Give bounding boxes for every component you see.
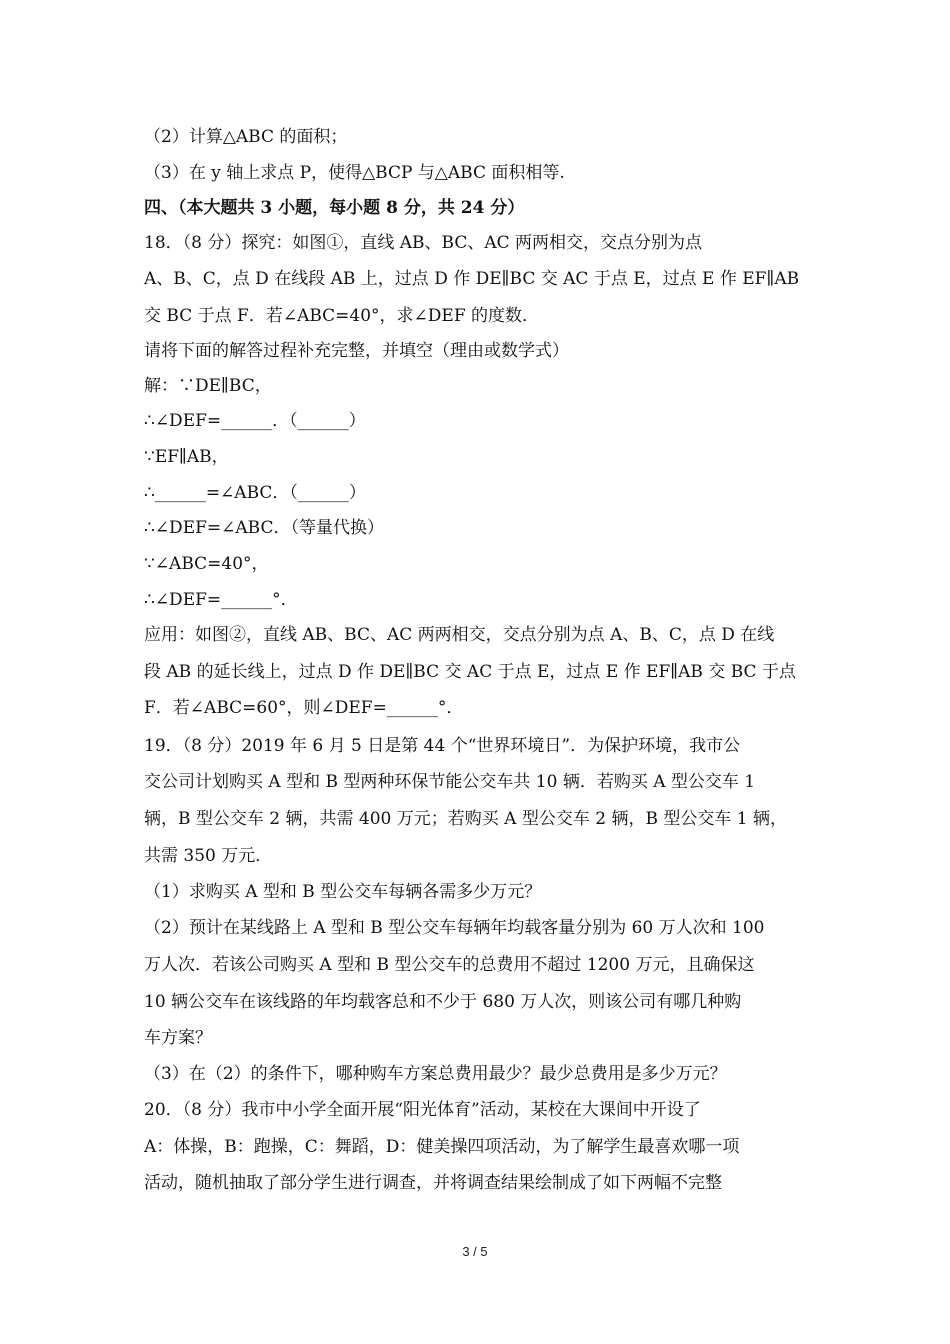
text-line-solution-3: ∵EF∥AB， [144, 447, 229, 467]
text-line-solution-1: 解：∵DE∥BC， [144, 376, 272, 396]
text-line-20-c: 活动，随机抽取了部分学生进行调查，并将调查结果绘制成了如下两幅不完整 [144, 1173, 722, 1193]
text-line-19-q2-c: 10 辆公交车在该线路的年均载客总和不少于 680 万人次，则该公司有哪几种购 [144, 992, 742, 1012]
text-line-application-3: F．若∠ABC=60°，则∠DEF=______°． [144, 698, 464, 718]
text-line-q2-area: （2）计算△ABC 的面积； [144, 127, 348, 147]
text-line-19-b: 交公司计划购买 A 型和 B 型两种环保节能公交车共 10 辆．若购买 A 型公交车 1 [144, 772, 756, 792]
text-line-18-intro: 18．（8 分）探究：如图①，直线 AB、BC、AC 两两相交，交点分别为点 [144, 233, 703, 253]
text-line-19-q2-a: （2）预计在某线路上 A 型和 B 型公交车每辆年均载客量分别为 60 万人次和 100 [144, 918, 765, 938]
text-line-solution-4: ∴______=∠ABC．（______） [144, 483, 366, 503]
text-line-q3-point-p: （3）在 y 轴上求点 P，使得△BCP 与△ABC 面积相等. [144, 163, 565, 183]
text-line-19-q2-d: 车方案？ [144, 1028, 212, 1048]
text-line-18-b: A、B、C，点 D 在线段 AB 上，过点 D 作 DE∥BC 交 AC 于点 E，过点 E 作 EF∥AB [144, 269, 800, 289]
text-line-19-q3: （3）在（2）的条件下，哪种购车方案总费用最少？最少总费用是多少万元？ [144, 1064, 727, 1084]
text-line-solution-7: ∴∠DEF=______°． [144, 590, 298, 610]
text-line-application-1: 应用：如图②，直线 AB、BC、AC 两两相交，交点分别为点 A、B、C，点 D 在线 [144, 625, 775, 645]
text-line-solution-5: ∴∠DEF=∠ABC．（等量代换） [144, 518, 384, 538]
text-line-solution-2: ∴∠DEF=______．（______） [144, 411, 366, 431]
text-line-19-d: 共需 350 万元． [144, 846, 273, 866]
text-line-instruction: 请将下面的解答过程补充完整，并填空（理由或数学式） [144, 341, 569, 361]
text-line-solution-6: ∵∠ABC=40°， [144, 554, 269, 574]
text-line-application-2: 段 AB 的延长线上，过点 D 作 DE∥BC 交 AC 于点 E，过点 E 作 EF∥AB 交 BC 于点 [144, 662, 796, 682]
text-line-19-q1: （1）求购买 A 型和 B 型公交车每辆各需多少万元？ [144, 882, 542, 902]
section-heading-four: 四、（本大题共 3 小题，每小题 8 分，共 24 分） [144, 198, 525, 218]
text-line-20-a: 20．（8 分）我市中小学全面开展“阳光体育”活动，某校在大课间中开设了 [144, 1100, 701, 1120]
text-line-19-a: 19．（8 分）2019 年 6 月 5 日是第 44 个“世界环境日”．为保护环境，我市公 [144, 736, 741, 756]
text-line-20-b: A：体操，B：跑操，C：舞蹈，D：健美操四项活动，为了解学生最喜欢哪一项 [144, 1137, 740, 1157]
text-line-18-c: 交 BC 于点 F．若∠ABC=40°，求∠DEF 的度数． [144, 306, 540, 326]
page-number: 3 / 5 [462, 1244, 488, 1259]
text-line-19-q2-b: 万人次．若该公司购买 A 型和 B 型公交车的总费用不超过 1200 万元，且确保这 [144, 955, 755, 975]
text-line-19-c: 辆，B 型公交车 2 辆，共需 400 万元；若购买 A 型公交车 2 辆，B 型公交车 1 辆， [144, 809, 788, 829]
